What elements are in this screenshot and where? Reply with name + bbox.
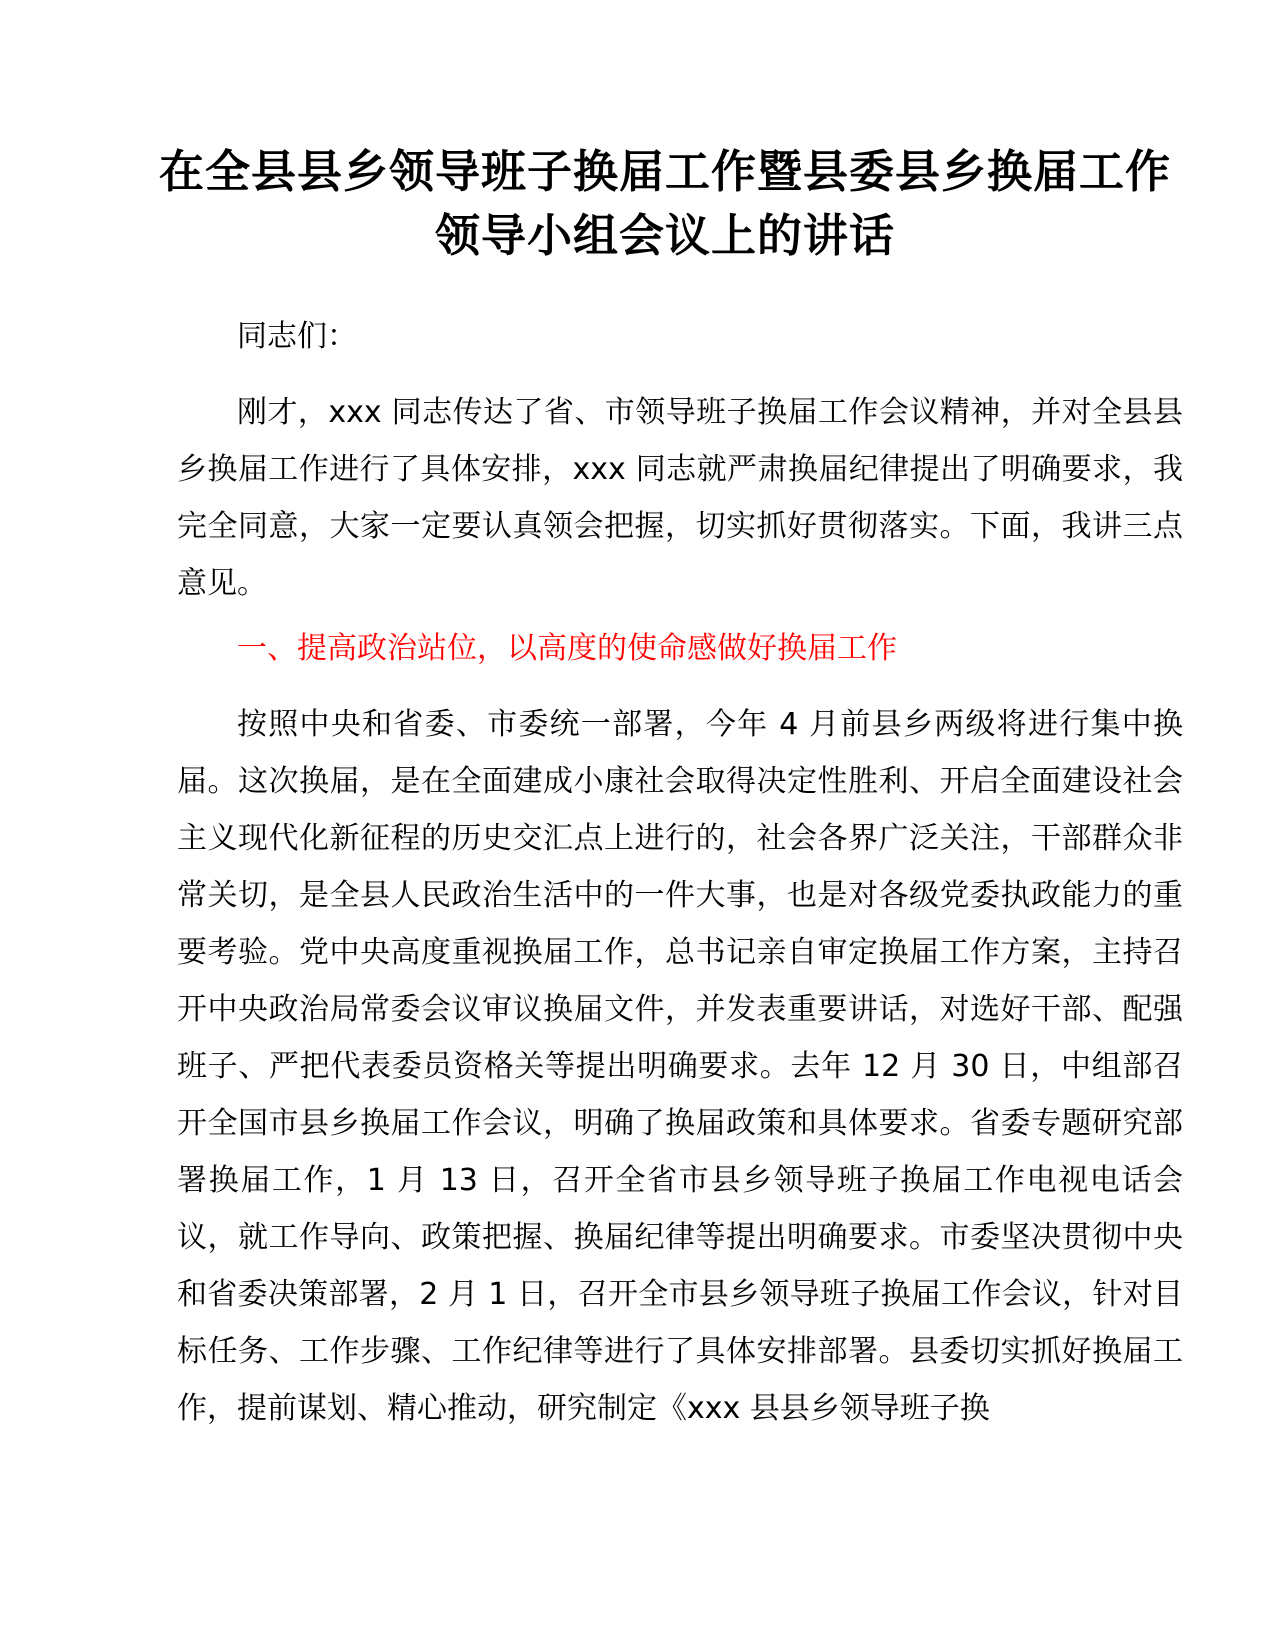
paragraph-1-block — [177, 384, 1183, 612]
paragraph-1: 刚才，xxx 同志传达了省、市领导班子换届工作会议精神，并对全县县乡换届工作进行了具体安排，xxx 同志就严肃换届纪律提出了明确要求，我完全同意，大家一定要认真领会把握，切实抓好贯彻落实。下面，我讲三点意见。 — [177, 395, 1183, 601]
title-line-2: 领导小组会议上的讲话 — [434, 209, 895, 262]
paragraph-2-block — [177, 696, 1183, 1437]
greeting-block — [177, 308, 1183, 365]
title-line-1: 在全县县乡领导班子换届工作暨县委县乡换届工作 — [158, 145, 1171, 198]
document-title — [150, 140, 1180, 268]
section-heading-1: 一、提高政治站位，以高度的使命感做好换届工作 — [237, 631, 897, 666]
paragraph-2: 按照中央和省委、市委统一部署，今年 4 月前县乡两级将进行集中换届。这次换届，是在全面建成小康社会取得决定性胜利、开启全面建设社会主义现代化新征程的历史交汇点上进行的，社会各界广泛关注，干部群众非常关切，是全县人民政治生活中的一件大事，也是对各级党委执政能力的重要考验。党中央高度重视换届工作，总书记亲自审定换届工作方案，主持召开中央政治局常委会议审议换届文件，并发表重要讲话，对选好干部、配强班子、严把代表委员资格关等提出明确要求。去年 12 月 30 日，中组部召开全国市县乡换届工作会议，明确了换届政策和具体要求。省委专题研究部署换届工作，1 月 13 日，召开全省市县乡领导班子换届工作电视电话会议，就工作导向、政策把握、换届纪律等提出明确要求。市委坚决贯彻中央和省委决策部署，2 月 1 日，召开全市县乡领导班子换届工作会议，针对目标任务、工作步骤、工作纪律等进行了具体安排部署。县委切实抓好换届工作，提前谋划、精心推动，研究制定《xxx 县县乡领导班子换 — [177, 707, 1183, 1426]
greeting: 同志们： — [237, 319, 357, 354]
